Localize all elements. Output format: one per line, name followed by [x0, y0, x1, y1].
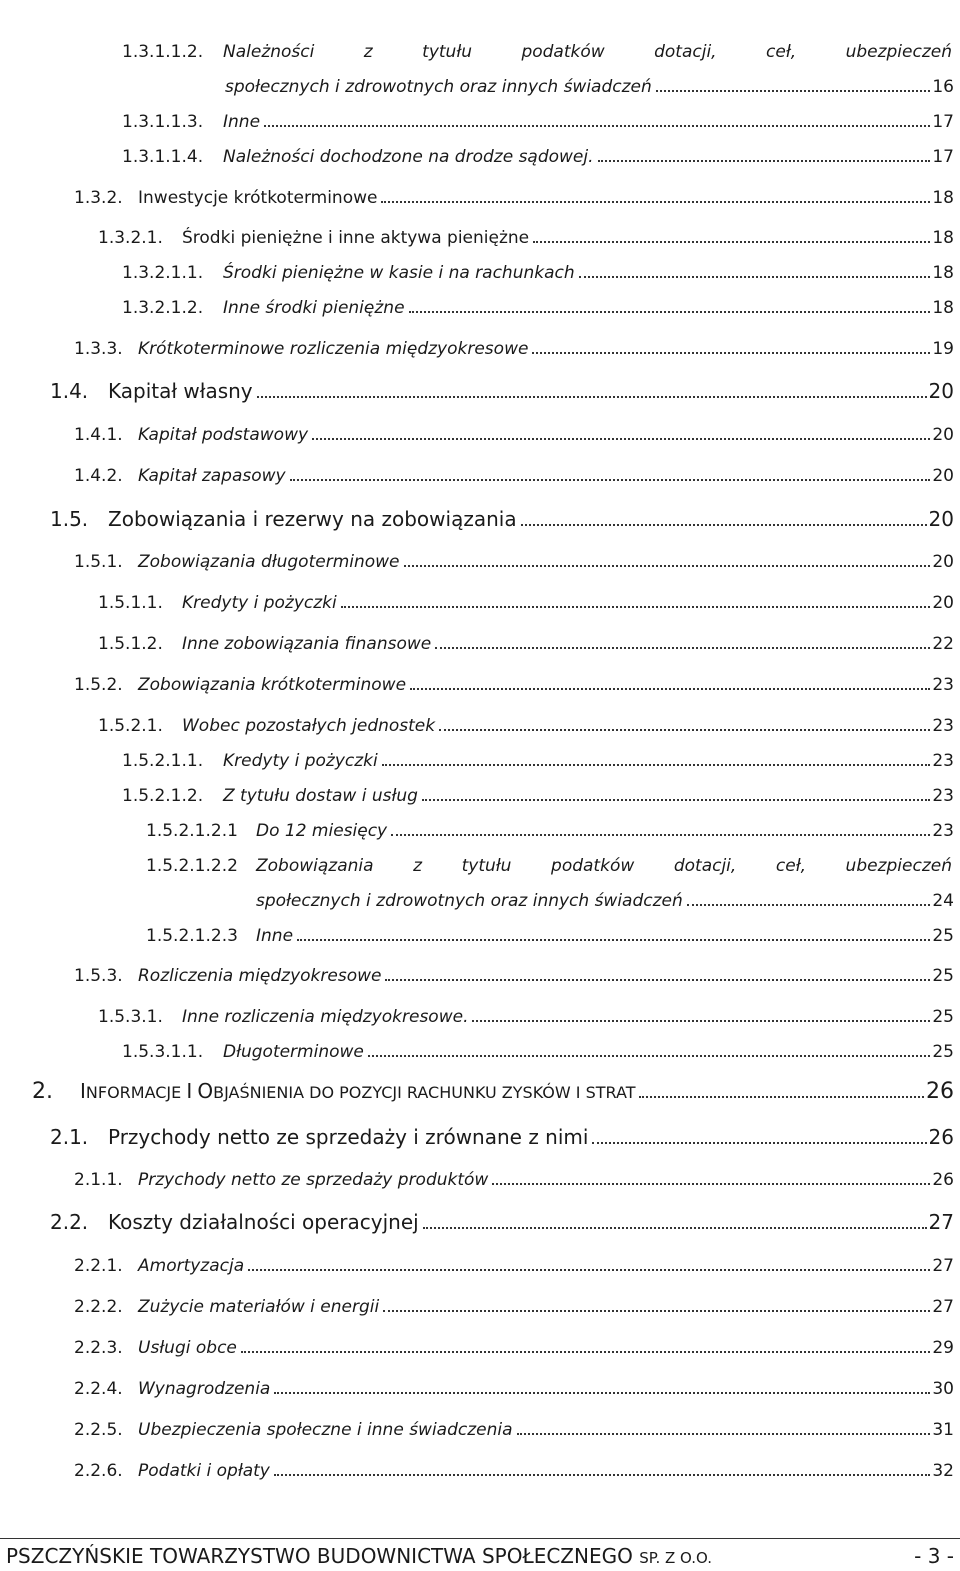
toc-page: 20 [932, 552, 954, 572]
toc-title: Usługi obce [138, 1338, 237, 1358]
toc-page: 32 [932, 1461, 954, 1481]
toc-title: Amortyzacja [138, 1256, 245, 1276]
toc-title: Do 12 miesięcy [256, 821, 388, 841]
company-name: PSZCZYŃSKIE TOWARZYSTWO BUDOWNICTWA SPOŁECZNEGO [6, 1544, 633, 1568]
toc-title: Zobowiązania krótkoterminowe [138, 675, 407, 695]
dot-leader [381, 201, 930, 203]
page-footer [6, 1543, 954, 1571]
toc-entry-1-3-3[interactable] [74, 337, 954, 361]
toc-number: 1.5.2.1.2. [122, 786, 204, 806]
dot-leader [435, 647, 930, 649]
toc-page: 26 [932, 1170, 954, 1190]
dot-leader [368, 1055, 930, 1057]
toc-entry-2-2-3[interactable] [74, 1336, 954, 1360]
toc-number: 1.5.1.2. [98, 634, 163, 654]
toc-entry-1-3-1-1-4[interactable] [122, 145, 954, 169]
toc-title: Przychody netto ze sprzedaży produktów [138, 1170, 489, 1190]
dot-leader [312, 438, 930, 440]
toc-page: 30 [932, 1379, 954, 1399]
toc-number: 1.5.1. [74, 552, 123, 572]
toc-entry-1-5-3-1[interactable] [98, 1005, 954, 1029]
toc-page: 24 [932, 891, 954, 911]
toc-entry-2[interactable] [32, 1076, 954, 1108]
dot-leader [687, 904, 931, 906]
footer-divider [0, 1538, 960, 1539]
toc-title: Inne rozliczenia międzyokresowe. [182, 1007, 469, 1027]
toc-page: 18 [932, 263, 954, 283]
toc-entry-1-3-1-1-2[interactable] [122, 40, 954, 64]
toc-page: 27 [932, 1256, 954, 1276]
toc-entry-2-2-2[interactable] [74, 1295, 954, 1319]
toc-number: 2.2.4. [74, 1379, 123, 1399]
toc-page: 23 [932, 821, 954, 841]
dot-leader [248, 1269, 930, 1271]
toc-entry-1-5-3[interactable] [74, 964, 954, 988]
toc-number: 1.5.2.1.1. [122, 751, 204, 771]
toc-title: Inne [223, 112, 261, 132]
toc-title: Z tytułu dostaw i usług [223, 786, 418, 806]
toc-number: 2.2.6. [74, 1461, 123, 1481]
toc-title: Zobowiązania z tytułu podatków dotacji, ceł, ubezpieczeń [256, 856, 952, 876]
dot-leader [472, 1020, 930, 1022]
toc-page: 23 [932, 751, 954, 771]
toc-number: 1.3.2.1. [98, 228, 163, 248]
dot-leader [517, 1433, 931, 1435]
toc-title: Środki pieniężne w kasie i na rachunkach [223, 263, 575, 283]
toc-page: 23 [932, 786, 954, 806]
toc-number: 1.3.3. [74, 339, 123, 359]
toc-page: 18 [932, 228, 954, 248]
dot-leader [492, 1183, 930, 1185]
toc-number: 2.2.3. [74, 1338, 123, 1358]
toc-number: 1.5.3.1.1. [122, 1042, 204, 1062]
toc-page: 20 [928, 507, 954, 531]
toc-title: Długoterminowe [223, 1042, 364, 1062]
dot-leader [521, 524, 927, 526]
dot-leader [297, 939, 930, 941]
toc-page: 16 [932, 77, 954, 97]
toc-title: Kredyty i pożyczki [182, 593, 337, 613]
toc-entry-1-5-3-1-1[interactable] [122, 1040, 954, 1064]
toc-page: 20 [932, 425, 954, 445]
dot-leader [391, 834, 930, 836]
toc-entry-1-5-2-1[interactable] [98, 714, 954, 738]
toc-entry-1-3-2-1-1[interactable] [122, 261, 954, 285]
company-suffix: SP. Z O.O. [639, 1549, 712, 1567]
title-small-caps: BJAŚNIENIA DO POZYCJI RACHUNKU ZYSKÓW I STRAT [213, 1083, 636, 1102]
toc-title: Przychody netto ze sprzedaży i zrównane z nimi [108, 1125, 589, 1149]
toc-entry-1-3-2[interactable] [74, 186, 954, 210]
dot-leader [274, 1474, 931, 1476]
dot-leader [423, 1227, 927, 1229]
dot-leader [579, 276, 931, 278]
toc-page: 18 [932, 298, 954, 318]
toc-entry-1-4-2[interactable] [74, 464, 954, 488]
toc-page: 18 [932, 188, 954, 208]
toc-number: 1.5.1.1. [98, 593, 163, 613]
toc-page: 17 [932, 112, 954, 132]
toc-entry-1-5[interactable] [50, 505, 954, 533]
toc-page: 19 [932, 339, 954, 359]
toc-entry-2-1[interactable] [50, 1123, 954, 1151]
toc-entry-2-2-4[interactable] [74, 1377, 954, 1401]
toc-number: 1.5.2.1.2.1 [146, 821, 238, 841]
toc-title: Inwestycje krótkoterminowe [138, 188, 378, 208]
toc-title: Rozliczenia międzyokresowe [138, 966, 382, 986]
toc-page: 20 [932, 593, 954, 613]
toc-entry-continuation[interactable] [225, 75, 954, 99]
dot-leader [592, 1142, 926, 1144]
toc-title: Koszty działalności operacyjnej [108, 1210, 419, 1234]
title-cap: I [80, 1079, 86, 1103]
toc-number: 2.2. [50, 1210, 89, 1234]
toc-entry-1-5-1[interactable] [74, 550, 954, 574]
toc-title: Zobowiązania i rezerwy na zobowiązania [108, 507, 517, 531]
toc-title: Zobowiązania długoterminowe [138, 552, 400, 572]
toc-number: 1.4.1. [74, 425, 123, 445]
dot-leader [274, 1392, 930, 1394]
toc-page: 25 [932, 1042, 954, 1062]
toc-number: 1.5.2.1.2.2 [146, 856, 238, 876]
dot-leader [404, 565, 931, 567]
toc-entry-1-3-1-1-3[interactable] [122, 110, 954, 134]
toc-number: 1.5. [50, 507, 89, 531]
toc-title: Kapitał zapasowy [138, 466, 286, 486]
dot-leader [409, 311, 931, 313]
toc-number: 2. [32, 1079, 53, 1104]
toc-entry-1-5-2-1-2-2[interactable] [146, 854, 954, 878]
dot-leader [385, 979, 930, 981]
toc-page: 20 [932, 466, 954, 486]
toc-chapter-title [80, 1076, 637, 1108]
dot-leader [383, 1310, 930, 1312]
toc-page: 26 [926, 1079, 954, 1104]
toc-title: Podatki i opłaty [138, 1461, 270, 1481]
title-cap: I [186, 1079, 193, 1103]
dot-leader [382, 764, 931, 766]
toc-number: 1.3.1.1.2. [122, 42, 204, 62]
toc-entry-1-4[interactable] [50, 377, 954, 405]
toc-number: 1.3.2. [74, 188, 123, 208]
toc-number: 2.2.1. [74, 1256, 123, 1276]
title-small-caps: NFORMACJE [85, 1083, 187, 1102]
toc-page: 23 [932, 716, 954, 736]
dot-leader [532, 352, 930, 354]
toc-page: 22 [932, 634, 954, 654]
dot-leader [341, 606, 931, 608]
toc-number: 1.3.1.1.4. [122, 147, 204, 167]
toc-title: Wynagrodzenia [138, 1379, 271, 1399]
toc-entry-1-5-2[interactable] [74, 673, 954, 697]
toc-title: Środki pieniężne i inne aktywa pieniężne [182, 228, 530, 248]
toc-title: Wobec pozostałych jednostek [182, 716, 436, 736]
toc-entry-1-5-2-1-2-3[interactable] [146, 924, 954, 948]
toc-number: 1.4. [50, 379, 89, 403]
toc-number: 1.3.1.1.3. [122, 112, 204, 132]
toc-title: Kapitał podstawowy [138, 425, 309, 445]
toc-title: Inne środki pieniężne [223, 298, 405, 318]
toc-page: 23 [932, 675, 954, 695]
dot-leader [598, 160, 931, 162]
toc-entry-1-3-2-1-2[interactable] [122, 296, 954, 320]
toc-entry-1-5-2-1-2[interactable] [122, 784, 954, 808]
toc-title: Należności dochodzone na drodze sądowej. [223, 147, 594, 167]
toc-entry-2-2-1[interactable] [74, 1254, 954, 1278]
toc-page: 26 [928, 1125, 954, 1149]
toc-entry-2-1-1[interactable] [74, 1168, 954, 1192]
toc-entry-1-3-2-1[interactable] [98, 226, 954, 250]
toc-number: 1.5.2.1.2.3 [146, 926, 238, 946]
toc-number: 1.3.2.1.2. [122, 298, 204, 318]
toc-number: 1.5.2.1. [98, 716, 163, 736]
toc-number: 2.1. [50, 1125, 89, 1149]
toc-page: 31 [932, 1420, 954, 1440]
toc-number: 2.2.5. [74, 1420, 123, 1440]
toc-entry-1-5-1-1[interactable] [98, 591, 954, 615]
toc-title-continuation: społecznych i zdrowotnych oraz innych świadczeń [256, 891, 683, 911]
toc-entry-1-4-1[interactable] [74, 423, 954, 447]
toc-title: Krótkoterminowe rozliczenia międzyokresowe [138, 339, 529, 359]
dot-leader [422, 799, 930, 801]
toc-entry-2-2[interactable] [50, 1208, 954, 1236]
dot-leader [410, 688, 930, 690]
toc-title-continuation: społecznych i zdrowotnych oraz innych świadczeń [225, 77, 652, 97]
dot-leader [533, 241, 930, 243]
toc-page: 25 [932, 966, 954, 986]
dot-leader [439, 729, 930, 731]
toc-number: 2.2.2. [74, 1297, 123, 1317]
toc-page: 25 [932, 926, 954, 946]
toc-number: 1.3.2.1.1. [122, 263, 204, 283]
toc-entry-2-2-5[interactable] [74, 1418, 954, 1442]
toc-page: 29 [932, 1338, 954, 1358]
toc-page: 27 [932, 1297, 954, 1317]
dot-leader [656, 90, 931, 92]
toc-title: Należności z tytułu podatków dotacji, ceł, ubezpieczeń [223, 42, 952, 62]
toc-title: Inne [256, 926, 294, 946]
dot-leader [241, 1351, 930, 1353]
dot-leader [257, 396, 927, 398]
toc-title: Inne zobowiązania finansowe [182, 634, 432, 654]
page-number: - 3 - [914, 1544, 954, 1568]
title-cap: O [197, 1079, 214, 1103]
toc-title: Kredyty i pożyczki [223, 751, 378, 771]
toc-entry-1-5-2-1-1[interactable] [122, 749, 954, 773]
toc-number: 1.5.3. [74, 966, 123, 986]
toc-number: 1.4.2. [74, 466, 123, 486]
toc-page: 20 [928, 379, 954, 403]
toc-title: Ubezpieczenia społeczne i inne świadczenia [138, 1420, 513, 1440]
toc-page: 17 [932, 147, 954, 167]
dot-leader [264, 125, 930, 127]
toc-number: 1.5.2. [74, 675, 123, 695]
toc-entry-2-2-6[interactable] [74, 1459, 954, 1483]
toc-title: Kapitał własny [108, 379, 253, 403]
dot-leader [639, 1096, 924, 1098]
toc-number: 1.5.3.1. [98, 1007, 163, 1027]
toc-number: 2.1.1. [74, 1170, 123, 1190]
toc-entry-continuation[interactable] [256, 889, 954, 913]
toc-page: 25 [932, 1007, 954, 1027]
toc-title: Zużycie materiałów i energii [138, 1297, 380, 1317]
toc-page: 27 [928, 1210, 954, 1234]
toc-entry-1-5-2-1-2-1[interactable] [146, 819, 954, 843]
toc-entry-1-5-1-2[interactable] [98, 632, 954, 656]
footer-company [6, 1543, 712, 1571]
dot-leader [290, 479, 931, 481]
